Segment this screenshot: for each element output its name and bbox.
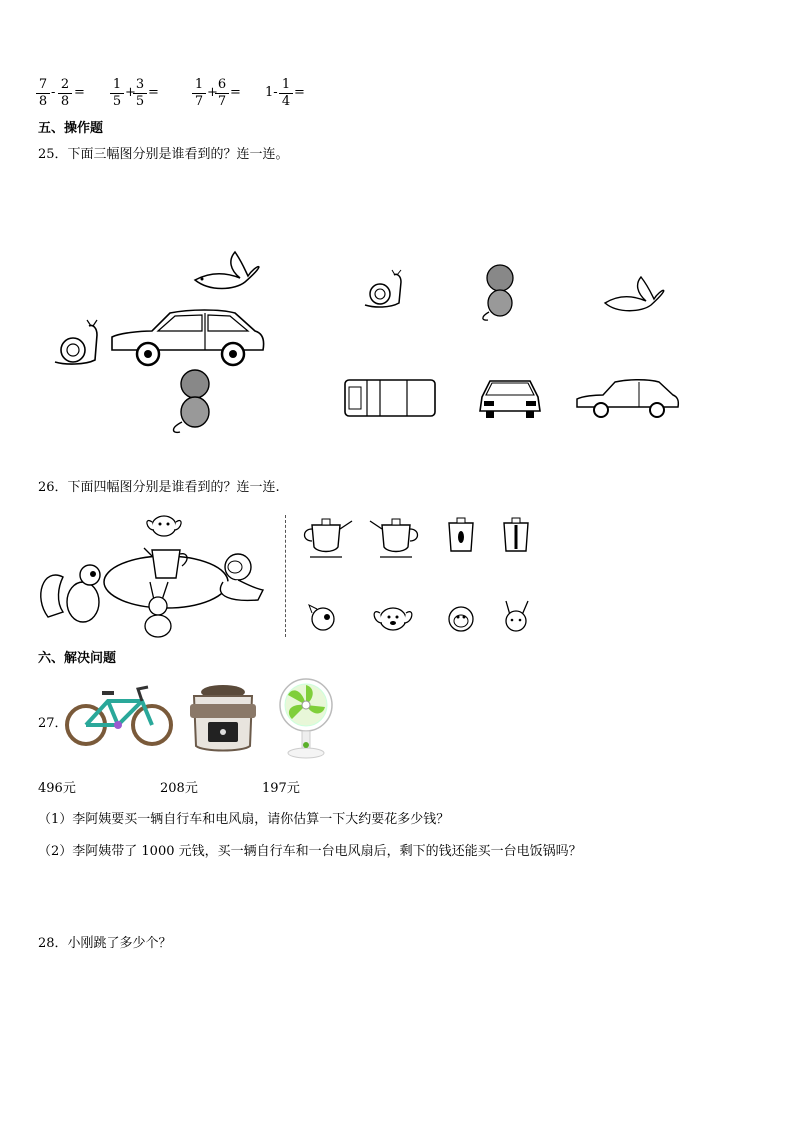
snail-icon	[365, 270, 401, 307]
squirrel-icon	[41, 565, 100, 622]
teapot-side-icon	[370, 519, 418, 557]
monkey-icon	[483, 265, 513, 320]
question-27-number: 27．	[38, 716, 68, 731]
question-28: 28．小刚跳了多少个？	[38, 936, 172, 951]
question-25: 25．下面三幅图分别是谁看到的？连一连。	[38, 147, 289, 162]
fraction: 1 7	[192, 78, 206, 109]
rabbit-face-icon	[506, 601, 528, 631]
dog-face-icon	[374, 608, 412, 630]
swallow-icon	[195, 252, 259, 289]
car-icon	[577, 380, 678, 417]
monkey-icon	[174, 370, 210, 432]
question-27-sub2: （2）李阿姨带了 1000 元钱，买一辆自行车和一台电风扇后，剩下的钱还能买一台电饭锅吗？	[38, 844, 582, 859]
fraction: 3 5	[133, 78, 147, 109]
squirrel-face-icon	[309, 605, 334, 630]
car-top-icon	[345, 380, 435, 416]
fraction: 7 8	[36, 78, 50, 109]
section-title: 六、解决问题	[38, 651, 117, 666]
section-title: 五、操作题	[38, 121, 104, 136]
question-27-sub1: （1）李阿姨要买一辆自行车和电风扇，请你估算一下大约要花多少钱？	[38, 812, 450, 827]
snail-icon	[55, 320, 97, 364]
car-icon	[112, 310, 264, 365]
price-rice-cooker: 208元	[160, 781, 198, 796]
q26-scene	[38, 512, 278, 642]
q25-scene	[50, 250, 280, 440]
fraction: 6 7	[215, 78, 229, 109]
q25-views	[360, 265, 690, 425]
teapot-front-icon	[449, 518, 473, 551]
q26-views	[295, 515, 545, 640]
price-fan: 197元	[262, 781, 300, 796]
fraction: 1 5	[110, 78, 124, 109]
rice-cooker-icon	[188, 682, 258, 756]
fraction: 1 4	[279, 78, 293, 109]
divider	[285, 515, 286, 637]
bicycle-icon	[66, 683, 176, 753]
question-26: 26．下面四幅图分别是谁看到的？连一连.	[38, 480, 280, 495]
teapot-back-icon	[504, 518, 528, 551]
swallow-icon	[605, 277, 664, 311]
car-front-icon	[480, 381, 540, 418]
teapot-side-icon	[305, 519, 353, 557]
price-bicycle: 496元	[38, 781, 76, 796]
fraction: 2 8	[58, 78, 72, 109]
monkey-face-icon	[449, 607, 473, 631]
dog-icon	[147, 516, 181, 536]
fan-icon	[278, 677, 334, 761]
